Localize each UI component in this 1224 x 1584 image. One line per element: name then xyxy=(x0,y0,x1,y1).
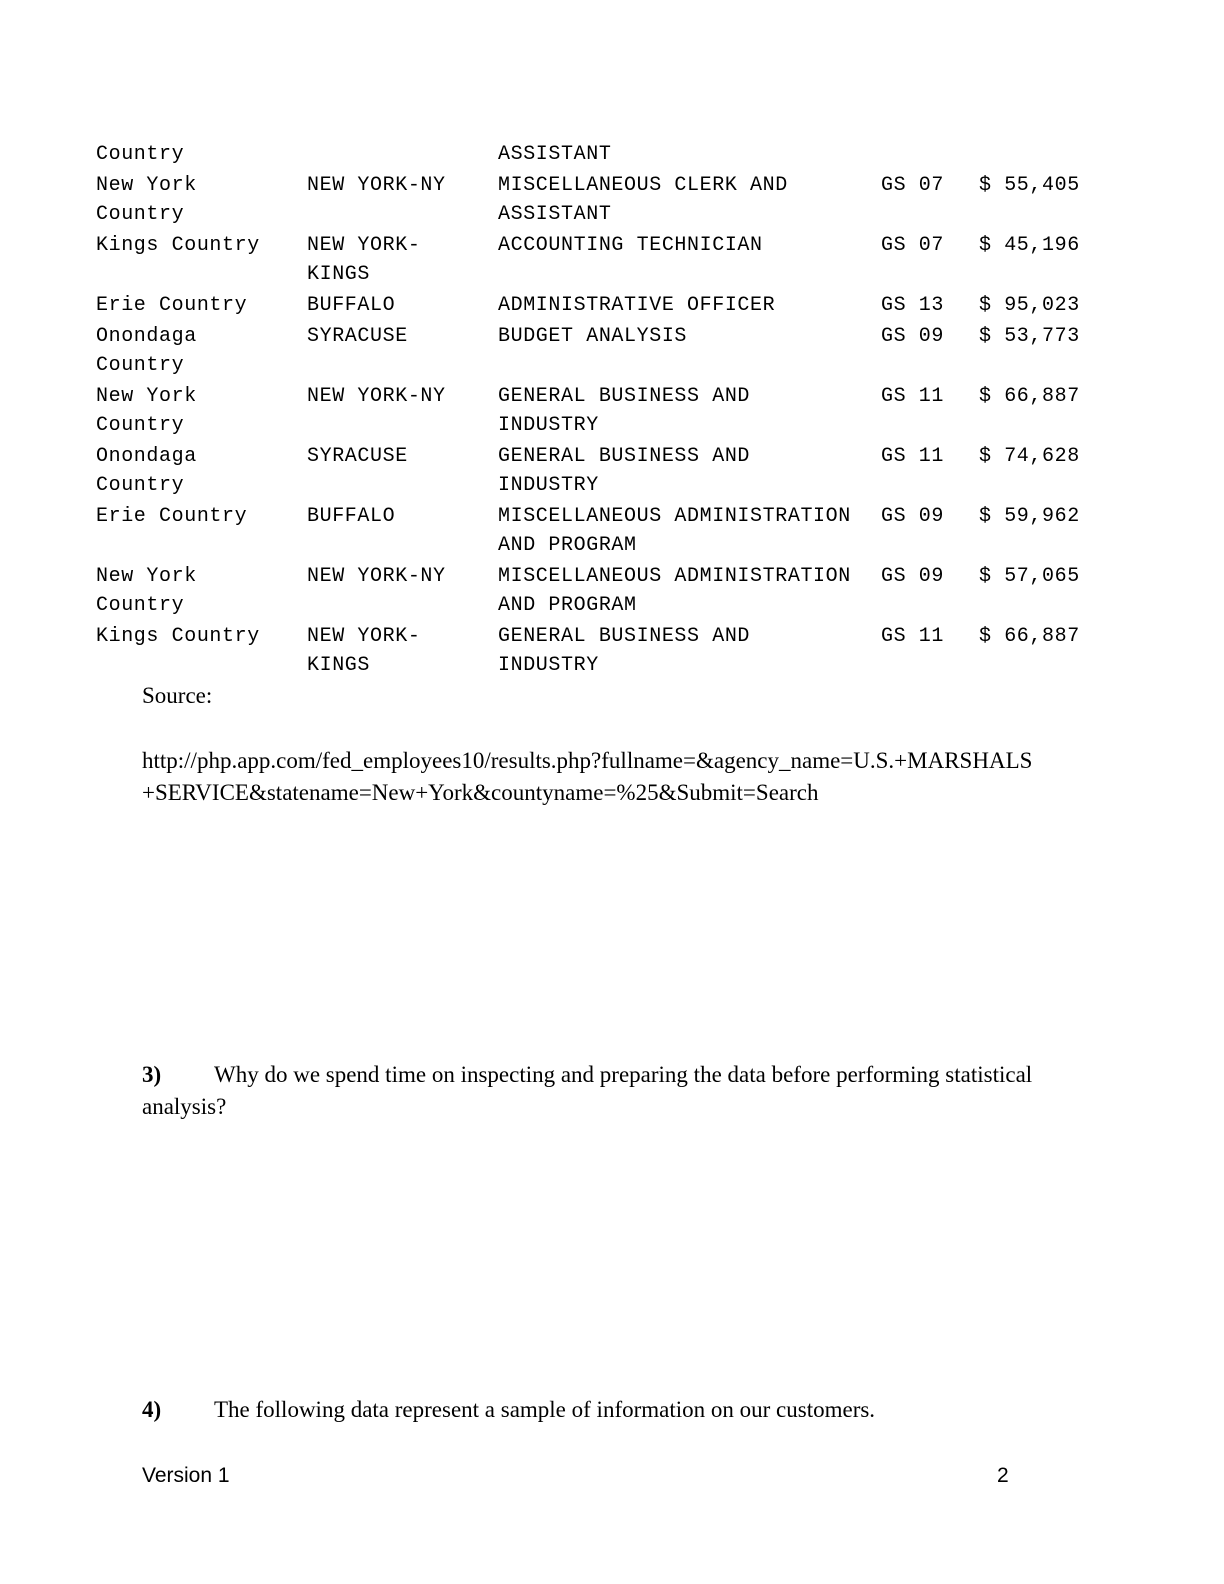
city-cell: BUFFALO xyxy=(307,294,396,317)
occupation-cell: MISCELLANEOUS ADMINISTRATION AND PROGRAM xyxy=(498,565,851,617)
city-cell: BUFFALO xyxy=(307,505,396,528)
city-cell xyxy=(307,140,498,171)
question-number: 4) xyxy=(142,1397,162,1422)
grade-cell: GS 11 xyxy=(881,625,945,648)
occupation-cell: BUDGET ANALYSIS xyxy=(498,325,688,348)
table-row xyxy=(96,562,1089,622)
version-label: Version 1 xyxy=(142,1464,230,1487)
city-cell: NEW YORK-NY xyxy=(307,385,446,408)
table-row xyxy=(96,140,1089,171)
occupation-cell: ACCOUNTING TECHNICIAN xyxy=(498,234,763,257)
question-3 xyxy=(142,1059,1082,1123)
county-cell: Erie Country xyxy=(96,505,248,528)
salary-cell xyxy=(979,140,1089,171)
county-cell: Country xyxy=(96,143,185,166)
grade-cell: GS 07 xyxy=(881,234,945,257)
county-cell: New York Country xyxy=(96,385,197,437)
employee-salary-table xyxy=(96,140,1089,682)
salary-cell: $ 74,628 xyxy=(979,445,1080,468)
question-text: Why do we spend time on inspecting and preparing the data before performing statistical analysis? xyxy=(142,1062,1033,1119)
salary-cell: $ 59,962 xyxy=(979,505,1080,528)
grade-cell: GS 13 xyxy=(881,294,945,317)
county-cell: New York Country xyxy=(96,174,197,226)
city-cell: NEW YORK-NY xyxy=(307,565,446,588)
salary-cell: $ 66,887 xyxy=(979,625,1080,648)
grade-cell xyxy=(881,140,979,171)
county-cell: Onondaga Country xyxy=(96,445,197,497)
salary-cell: $ 66,887 xyxy=(979,385,1080,408)
occupation-cell: GENERAL BUSINESS AND INDUSTRY xyxy=(498,445,751,497)
table-body xyxy=(96,140,1089,682)
city-cell: NEW YORK-NY xyxy=(307,174,446,197)
grade-cell: GS 11 xyxy=(881,385,945,408)
table-row xyxy=(96,622,1089,682)
table-row xyxy=(96,171,1089,231)
county-cell: Onondaga Country xyxy=(96,325,197,377)
grade-cell: GS 09 xyxy=(881,505,945,528)
occupation-cell: GENERAL BUSINESS AND INDUSTRY xyxy=(498,385,751,437)
page-number: 2 xyxy=(997,1464,1009,1487)
salary-cell: $ 53,773 xyxy=(979,325,1080,348)
table-row xyxy=(96,442,1089,502)
salary-cell: $ 95,023 xyxy=(979,294,1080,317)
table-row xyxy=(96,231,1089,291)
occupation-cell: MISCELLANEOUS ADMINISTRATION AND PROGRAM xyxy=(498,505,851,557)
occupation-cell: ADMINISTRATIVE OFFICER xyxy=(498,294,776,317)
city-cell: NEW YORK- KINGS xyxy=(307,234,421,286)
table-row xyxy=(96,291,1089,322)
table-row xyxy=(96,322,1089,382)
county-cell: Kings Country xyxy=(96,625,260,648)
salary-cell: $ 55,405 xyxy=(979,174,1080,197)
source-url: http://php.app.com/fed_employees10/results.php?fullname=&agency_name=U.S.+MARSHALS +SERVICE&statename=New+York&countyname=%25&Submit=Search xyxy=(142,748,1033,805)
salary-cell: $ 57,065 xyxy=(979,565,1080,588)
question-4 xyxy=(142,1394,1082,1426)
grade-cell: GS 11 xyxy=(881,445,945,468)
city-cell: SYRACUSE xyxy=(307,325,408,348)
city-cell: NEW YORK- KINGS xyxy=(307,625,421,677)
question-number: 3) xyxy=(142,1062,162,1087)
occupation-cell: MISCELLANEOUS CLERK AND ASSISTANT xyxy=(498,174,788,226)
grade-cell: GS 07 xyxy=(881,174,945,197)
county-cell: Erie Country xyxy=(96,294,248,317)
city-cell: SYRACUSE xyxy=(307,445,408,468)
county-cell: New York Country xyxy=(96,565,197,617)
salary-cell: $ 45,196 xyxy=(979,234,1080,257)
source-label: Source: xyxy=(142,683,213,708)
occupation-cell: GENERAL BUSINESS AND INDUSTRY xyxy=(498,625,751,677)
county-cell: Kings Country xyxy=(96,234,260,257)
grade-cell: GS 09 xyxy=(881,325,945,348)
occupation-cell: ASSISTANT xyxy=(498,143,612,166)
grade-cell: GS 09 xyxy=(881,565,945,588)
table-row xyxy=(96,382,1089,442)
question-text: The following data represent a sample of information on our customers. xyxy=(214,1397,876,1422)
table-row xyxy=(96,502,1089,562)
